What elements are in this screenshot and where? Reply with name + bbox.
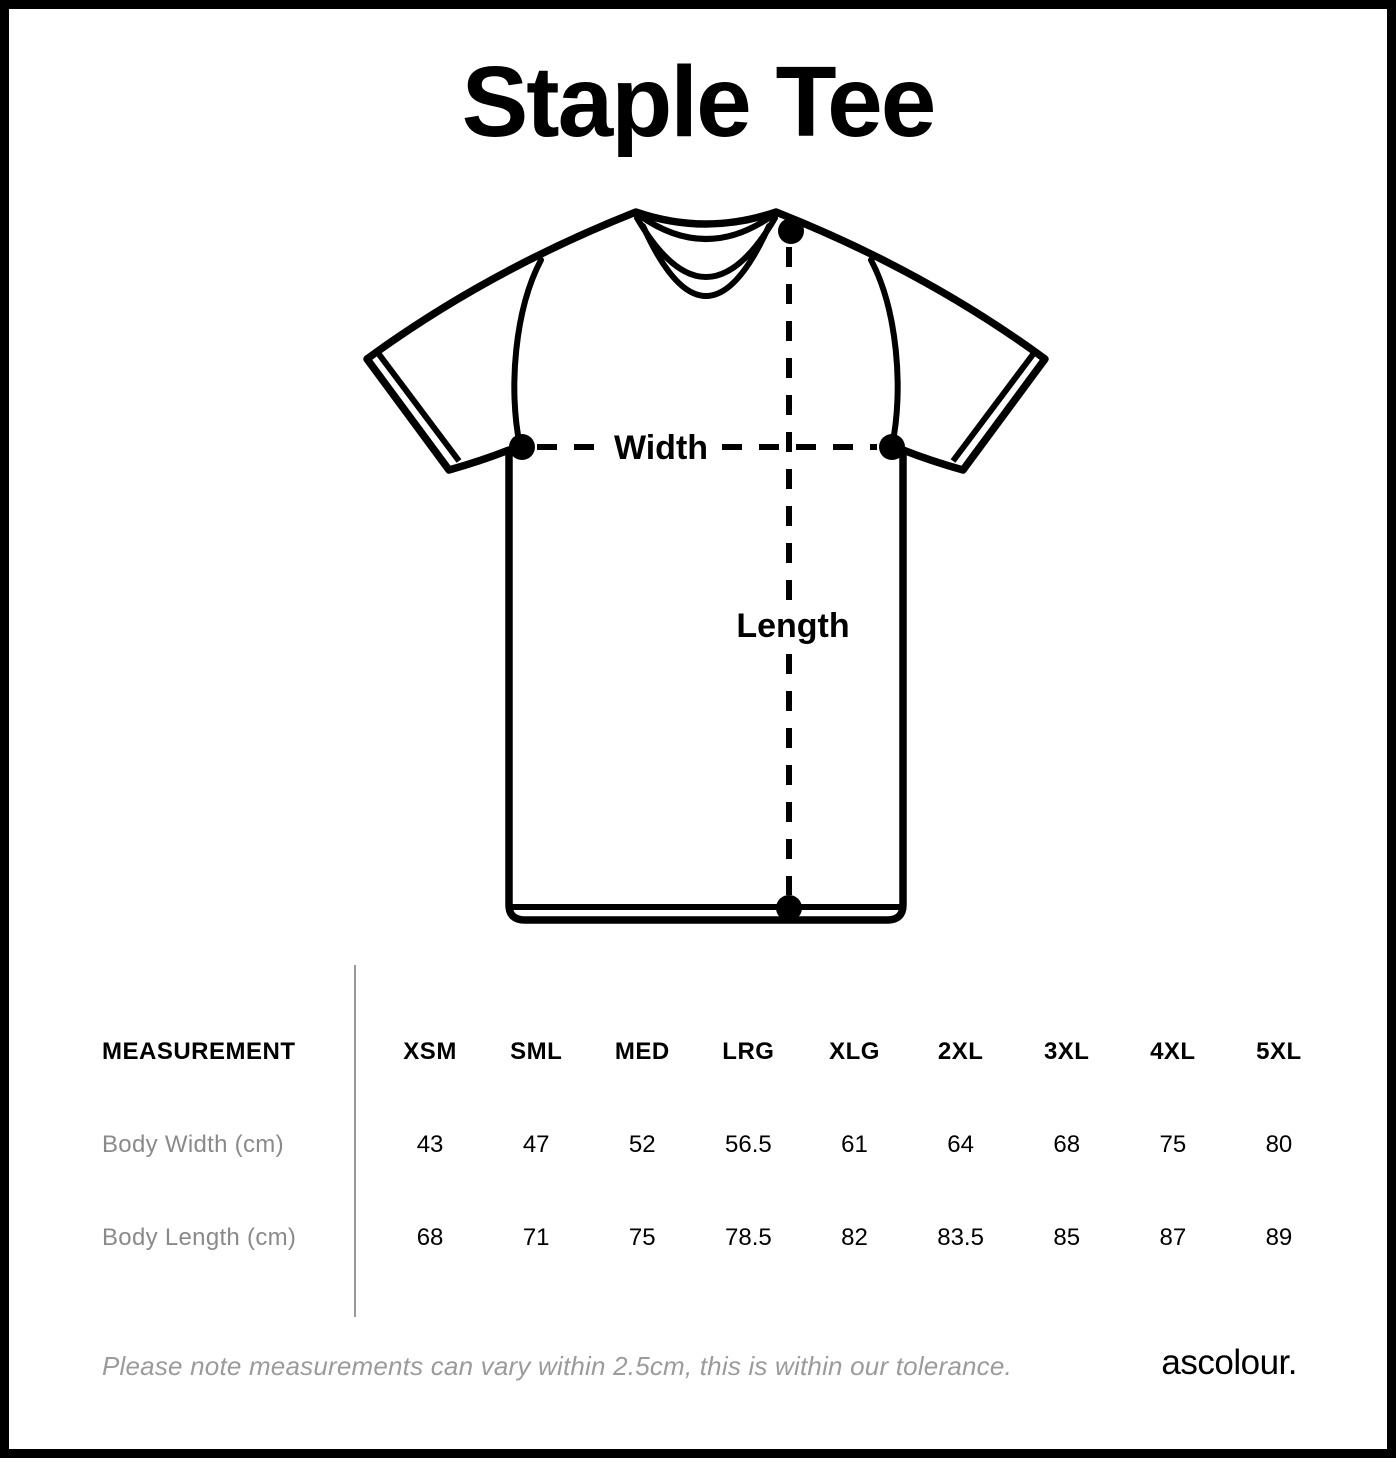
column-header-2xl: 2XL — [937, 1037, 984, 1065]
column-header-3xl: 3XL — [1043, 1037, 1090, 1065]
body-width-4xl: 75 — [1159, 1130, 1187, 1158]
right-sleeve-seam — [871, 260, 898, 446]
tshirt-outline — [367, 212, 1045, 920]
column-header-med: MED — [614, 1037, 670, 1065]
row-label-body-length: Body Length (cm) — [102, 1223, 297, 1251]
left-underarm-dot — [509, 434, 535, 460]
row-label-body-width: Body Width (cm) — [102, 1130, 284, 1158]
body-width-xlg: 61 — [841, 1130, 868, 1158]
body-length-med: 75 — [628, 1223, 656, 1251]
body-width-5xl: 80 — [1265, 1130, 1293, 1158]
body-length-lrg: 78.5 — [725, 1223, 772, 1251]
hem-point-dot — [776, 895, 802, 921]
tolerance-note: Please note measurements can vary within 2.5cm, this is within our tolerance. — [102, 1351, 1012, 1381]
left-sleeve-seam — [514, 260, 541, 446]
body-length-2xl: 83.5 — [937, 1223, 984, 1251]
shoulder-point-dot — [778, 218, 804, 244]
page-title: Staple Tee — [461, 46, 935, 158]
column-header-5xl: 5XL — [1256, 1037, 1302, 1065]
right-underarm-dot — [879, 434, 905, 460]
column-header-xlg: XLG — [829, 1037, 880, 1065]
body-width-med: 52 — [628, 1130, 656, 1158]
body-length-5xl: 89 — [1265, 1223, 1293, 1251]
body-length-xlg: 82 — [841, 1223, 868, 1251]
column-header-measurement: MEASUREMENT — [102, 1037, 296, 1065]
column-header-4xl: 4XL — [1150, 1037, 1196, 1065]
width-measure-label: Width — [613, 429, 709, 467]
body-width-3xl: 68 — [1053, 1130, 1081, 1158]
right-cuff-stitch-line — [953, 353, 1034, 461]
column-header-lrg: LRG — [722, 1037, 775, 1065]
length-measure-label: Length — [736, 607, 850, 645]
body-length-3xl: 85 — [1053, 1223, 1081, 1251]
body-length-xsm: 68 — [416, 1223, 444, 1251]
left-cuff-stitch-line — [378, 353, 459, 461]
column-header-sml: SML — [510, 1037, 563, 1065]
ascolour-logo: ascolour. — [1161, 1343, 1297, 1382]
body-width-xsm: 43 — [416, 1130, 444, 1158]
size-table — [102, 1005, 1332, 1284]
body-width-sml: 47 — [522, 1130, 550, 1158]
body-length-sml: 71 — [522, 1223, 550, 1251]
body-width-lrg: 56.5 — [725, 1130, 772, 1158]
body-length-4xl: 87 — [1159, 1223, 1187, 1251]
column-header-xsm: XSM — [403, 1037, 457, 1065]
body-width-2xl: 64 — [947, 1130, 974, 1158]
